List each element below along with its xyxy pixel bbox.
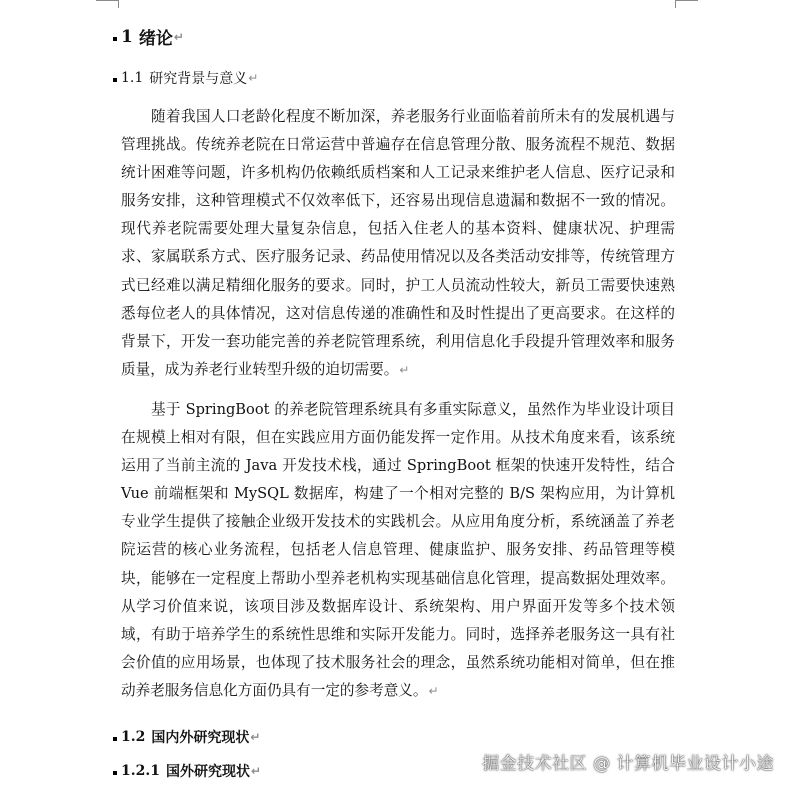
bullet-icon	[113, 78, 117, 82]
heading-number: 1.2	[121, 729, 146, 745]
paragraph-mark-icon: ↵	[250, 730, 261, 744]
bullet-icon	[113, 37, 117, 41]
paragraph-mark-icon: ↵	[428, 683, 439, 698]
heading-number: 1.2.1	[121, 763, 160, 779]
heading-number: 1.1	[121, 70, 144, 86]
heading-1-2	[113, 727, 260, 747]
heading-1-1	[113, 68, 258, 88]
heading-1-2-1	[113, 761, 261, 781]
heading-number: 1	[121, 26, 133, 47]
margin-corner-left	[96, 0, 118, 1]
paragraph-text: 基于 SpringBoot 的养老院管理系统具有多重实际意义，虽然作为毕业设计项目在规模上相对有限，但在实践应用方面仍能发挥一定作用。从技术角度来看，该系统运用了当前主流的 Java 开发技术栈，通过 SpringBoot 框架的快速开发特性，结合 Vue 前端框架和 MySQL 数据库，构建了一个相对完整的 B/S 架构应用，为计算机专业学生提供了接触企业级开发技术的实践机会。从应用角度分析，系统涵盖了养老院运营的核心业务流程，包括老人信息管理、健康监护、服务安排、药品管理等模块，能够在一定程度上帮助小型养老机构实现基础信息化管理，提高数据处理效率。从学习价值来说，该项目涉及数据库设计、系统架构、用户界面开发等多个技术领域，有助于培养学生的系统性思维和实际开发能力。同时，选择养老服务这一具有社会价值的应用场景，也体现了技术服务社会的理念，虽然系统功能相对简单，但在推动养老服务信息化方面仍具有一定的参考意义。	[121, 401, 675, 699]
bullet-icon	[113, 737, 117, 741]
heading-title: 国内外研究现状	[151, 730, 250, 746]
paragraph-mark-icon: ↵	[399, 362, 410, 377]
paragraph-text: 随着我国人口老龄化程度不断加深，养老服务行业面临着前所未有的发展机遇与管理挑战。传统养老院在日常运营中普遍存在信息管理分散、服务流程不规范、数据统计困难等问题，许多机构仍依赖纸质档案和人工记录来维护老人信息、医疗记录和服务安排，这种管理模式不仅效率低下，还容易出现信息遗漏和数据不一致的情况。现代养老院需要处理大量复杂信息，包括入住老人的基本资料、健康状况、护理需求、家属联系方式、医疗服务记录、药品使用情况以及各类活动安排等，传统管理方式已经难以满足精细化服务的要求。同时，护工人员流动性较大，新员工需要快速熟悉每位老人的具体情况，这对信息传递的准确性和及时性提出了更高要求。在这样的背景下，开发一套功能完善的养老院管理系统，利用信息化手段提升管理效率和服务质量，成为养老行业转型升级的迫切需要。	[121, 108, 675, 378]
paragraph-mark-icon: ↵	[173, 29, 184, 44]
heading-title: 绪论	[138, 29, 173, 49]
heading-1	[113, 24, 184, 49]
bullet-icon	[113, 771, 117, 775]
heading-title: 研究背景与意义	[149, 71, 248, 87]
paragraph-mark-icon: ↵	[250, 764, 262, 778]
paragraph-mark-icon: ↵	[248, 71, 259, 85]
heading-title: 国外研究现状	[165, 764, 250, 780]
watermark: 掘金技术社区 @ 计算机毕业设计小途	[482, 754, 774, 774]
body-paragraph	[121, 396, 675, 705]
margin-corner-right	[676, 0, 698, 1]
body-paragraph	[121, 103, 675, 384]
